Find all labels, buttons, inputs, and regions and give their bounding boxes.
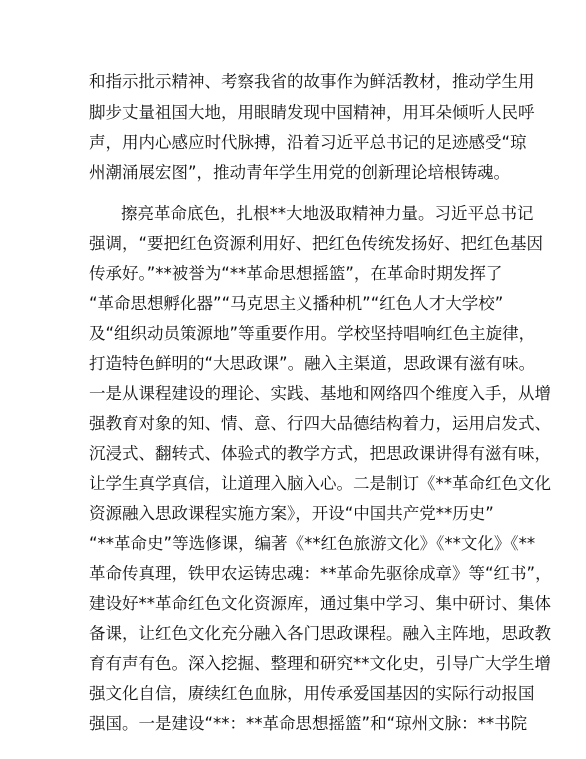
text-line: 强国。一是建设“**：**革命思想摇篮”和“琼州文脉：**书院 [89,714,528,733]
text-line: 沉浸式、翻转式、体验式的教学方式，把思政课讲得有滋有味， [89,444,551,463]
text-line: 州潮涌展宏图”，推动青年学生用党的创新理论培根铸魂。 [89,163,511,182]
text-line: 声，用内心感应时代脉搏，沿着习近平总书记的足迹感受“琼 [89,133,527,152]
text-line: 打造特色鲜明的“大思政课”。融入主渠道，思政课有滋有味。 [89,354,536,373]
text-line: 建设好**革命红色文化资源库，通过集中学习、集中研讨、集体 [89,594,551,613]
text-line: “**革命史”等选修课，编著《**红色旅游文化》《**文化》《** [89,534,536,553]
text-line: 一是从课程建设的理论、实践、基地和网络四个维度入手，从增 [89,384,551,403]
text-line: 资源融入思政课程实施方案》，开设“中国共产党**历史” [89,504,494,523]
paragraph-first-line: 擦亮革命底色，扎根**大地汲取精神力量。习近平总书记 [121,204,534,223]
text-line: 及“组织动员策源地”等重要作用。学校坚持唱响红色主旋律， [89,324,536,343]
text-line: 传承好。”**被誉为“**革命思想摇篮”，在革命时期发挥了 [89,264,503,283]
text-line: 强文化自信，赓续红色血脉，用传承爱国基因的实际行动报国 [89,684,535,703]
text-line: 让学生真学真信，让道理入脑入心。二是制订《**革命红色文化 [89,474,551,493]
text-line: 强教育对象的知、情、意、行四大品德结构着力，运用启发式、 [89,414,551,433]
text-line: 脚步丈量祖国大地，用眼睛发现中国精神，用耳朵倾听人民呼 [89,103,535,122]
text-line: “革命思想孵化器”“马克思主义播种机”“红色人才大学校” [89,294,504,313]
text-line: 育有声有色。深入挖掘、整理和研究**文化史，引导广大学生增 [89,654,551,673]
text-line: 和指示批示精神、考察我省的故事作为鲜活教材，推动学生用 [89,72,535,91]
text-line: 强调，“要把红色资源利用好、把红色传统发扬好、把红色基因 [89,234,544,253]
text-line: 革命传真理，铁甲农运铸忠魂：**革命先驱徐成章》等“红书”， [89,564,552,583]
text-line: 备课，让红色文化充分融入各门思政课程。融入主阵地，思政教 [89,624,551,643]
